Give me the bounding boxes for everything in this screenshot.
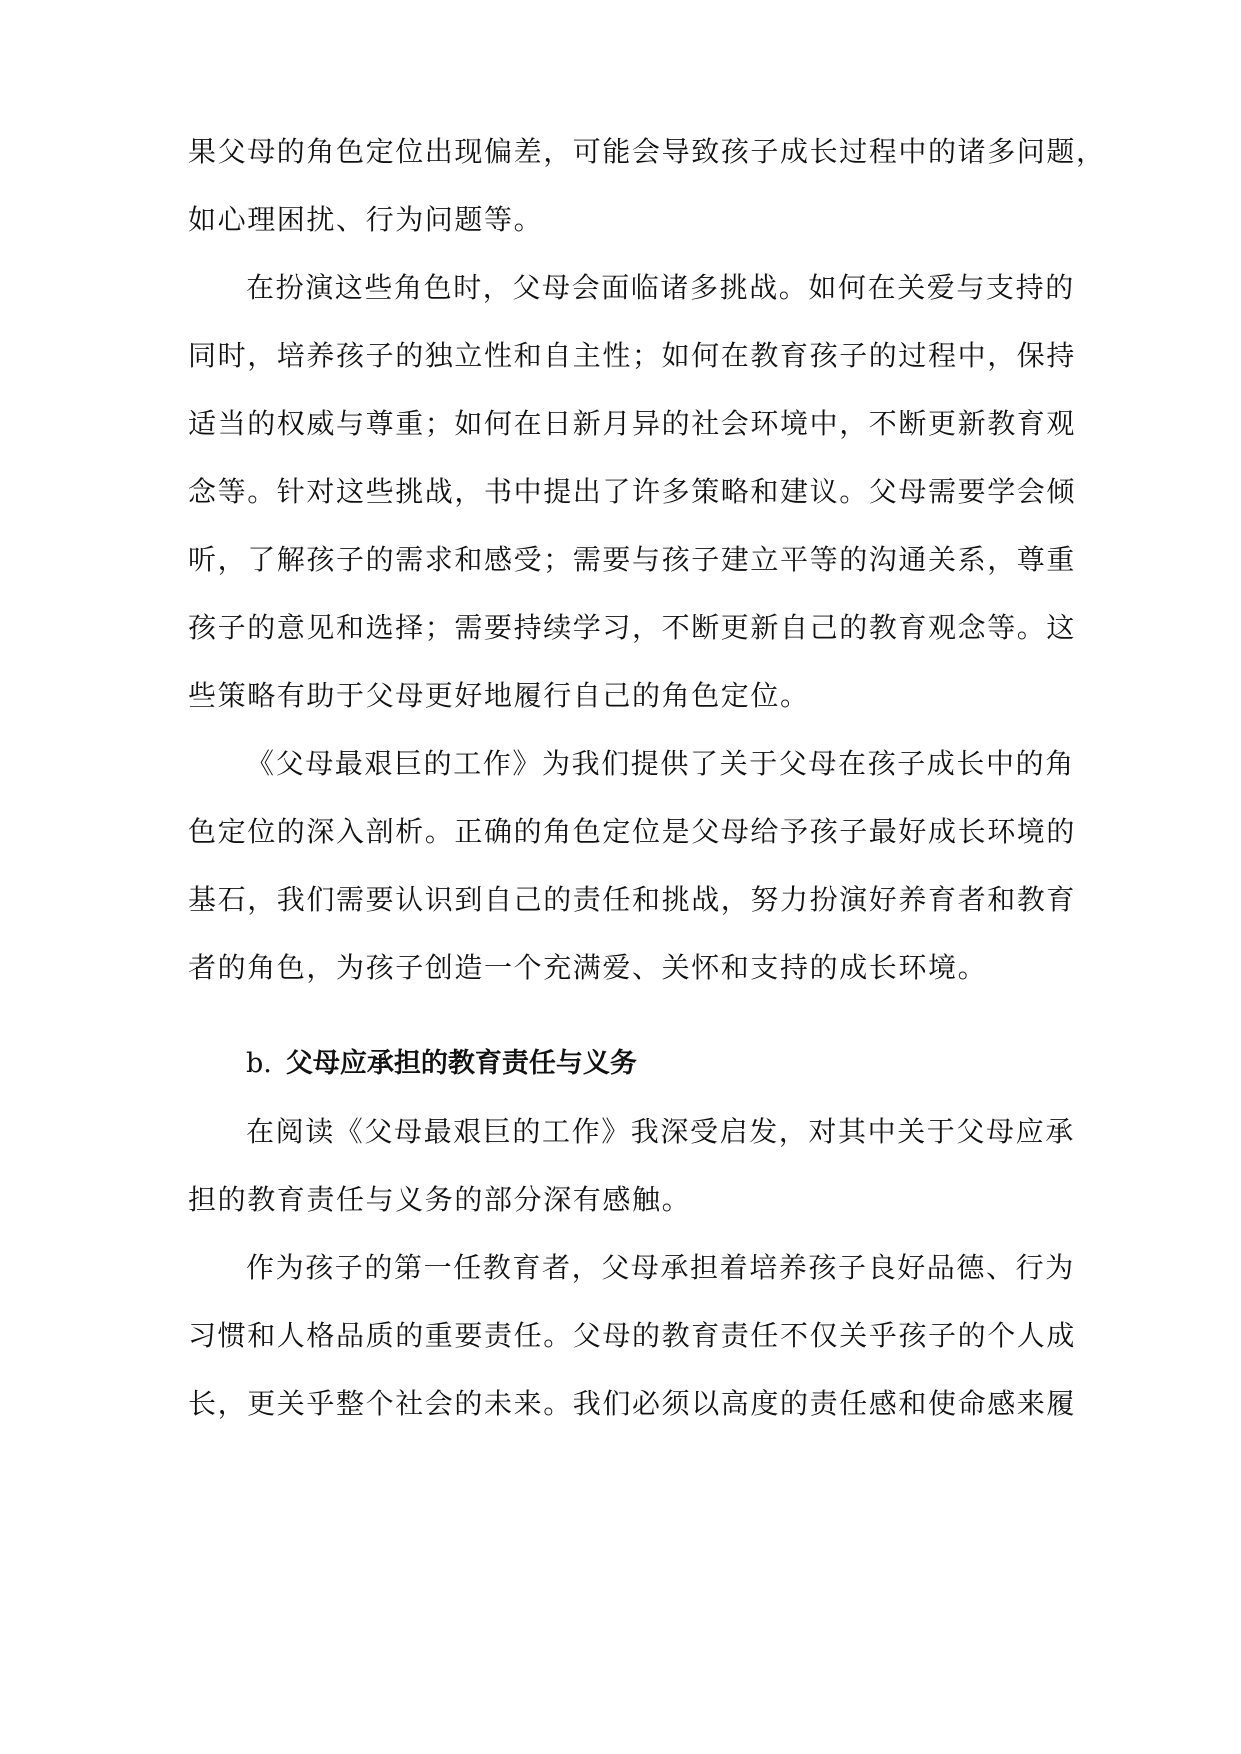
paragraph-1-line-1: 果父母的角色定位出现偏差，可能会导致孩子成长过程中的诸多问题， [188, 135, 1106, 168]
paragraph-2-line-5: 听，了解孩子的需求和感受；需要与孩子建立平等的沟通关系，尊重 [188, 543, 1077, 576]
paragraph-2-line-1: 在扮演这些角色时，父母会面临诸多挑战。如何在关爱与支持的 [246, 271, 1075, 304]
section-paragraph-2-line-2: 习惯和人格品质的重要责任。父母的教育责任不仅关乎孩子的个人成 [188, 1319, 1077, 1352]
paragraph-1-line-2: 如心理困扰、行为问题等。 [188, 203, 544, 236]
section-heading-marker: b. [246, 1048, 272, 1079]
paragraph-3-line-3: 基石，我们需要认识到自己的责任和挑战，努力扮演好养育者和教育 [188, 883, 1077, 916]
section-paragraph-2-line-1: 作为孩子的第一任教育者，父母承担着培养孩子良好品德、行为 [246, 1251, 1075, 1284]
paragraph-2-line-4: 念等。针对这些挑战，书中提出了许多策略和建议。父母需要学会倾 [188, 475, 1077, 508]
paragraph-2-line-3: 适当的权威与尊重；如何在日新月异的社会环境中，不断更新教育观 [188, 407, 1077, 440]
paragraph-2-line-2: 同时，培养孩子的独立性和自主性；如何在教育孩子的过程中，保持 [188, 339, 1077, 372]
section-heading-title: 父母应承担的教育责任与义务 [285, 1048, 637, 1079]
paragraph-3-line-2: 色定位的深入剖析。正确的角色定位是父母给予孩子最好成长环境的 [188, 815, 1077, 848]
section-paragraph-2-line-3: 长，更关乎整个社会的未来。我们必须以高度的责任感和使命感来履 [188, 1387, 1077, 1420]
section-paragraph-1-line-2: 担的教育责任与义务的部分深有感触。 [188, 1183, 692, 1216]
section-paragraph-1-line-1: 在阅读《父母最艰巨的工作》我深受启发，对其中关于父母应承 [246, 1115, 1075, 1148]
section-heading [246, 1044, 637, 1084]
paragraph-2-line-6: 孩子的意见和选择；需要持续学习，不断更新自己的教育观念等。这 [188, 611, 1077, 644]
paragraph-3-line-1: 《父母最艰巨的工作》为我们提供了关于父母在孩子成长中的角 [246, 747, 1075, 780]
paragraph-3-line-4: 者的角色，为孩子创造一个充满爱、关怀和支持的成长环境。 [188, 951, 988, 984]
paragraph-2-line-7: 些策略有助于父母更好地履行自己的角色定位。 [188, 679, 810, 712]
